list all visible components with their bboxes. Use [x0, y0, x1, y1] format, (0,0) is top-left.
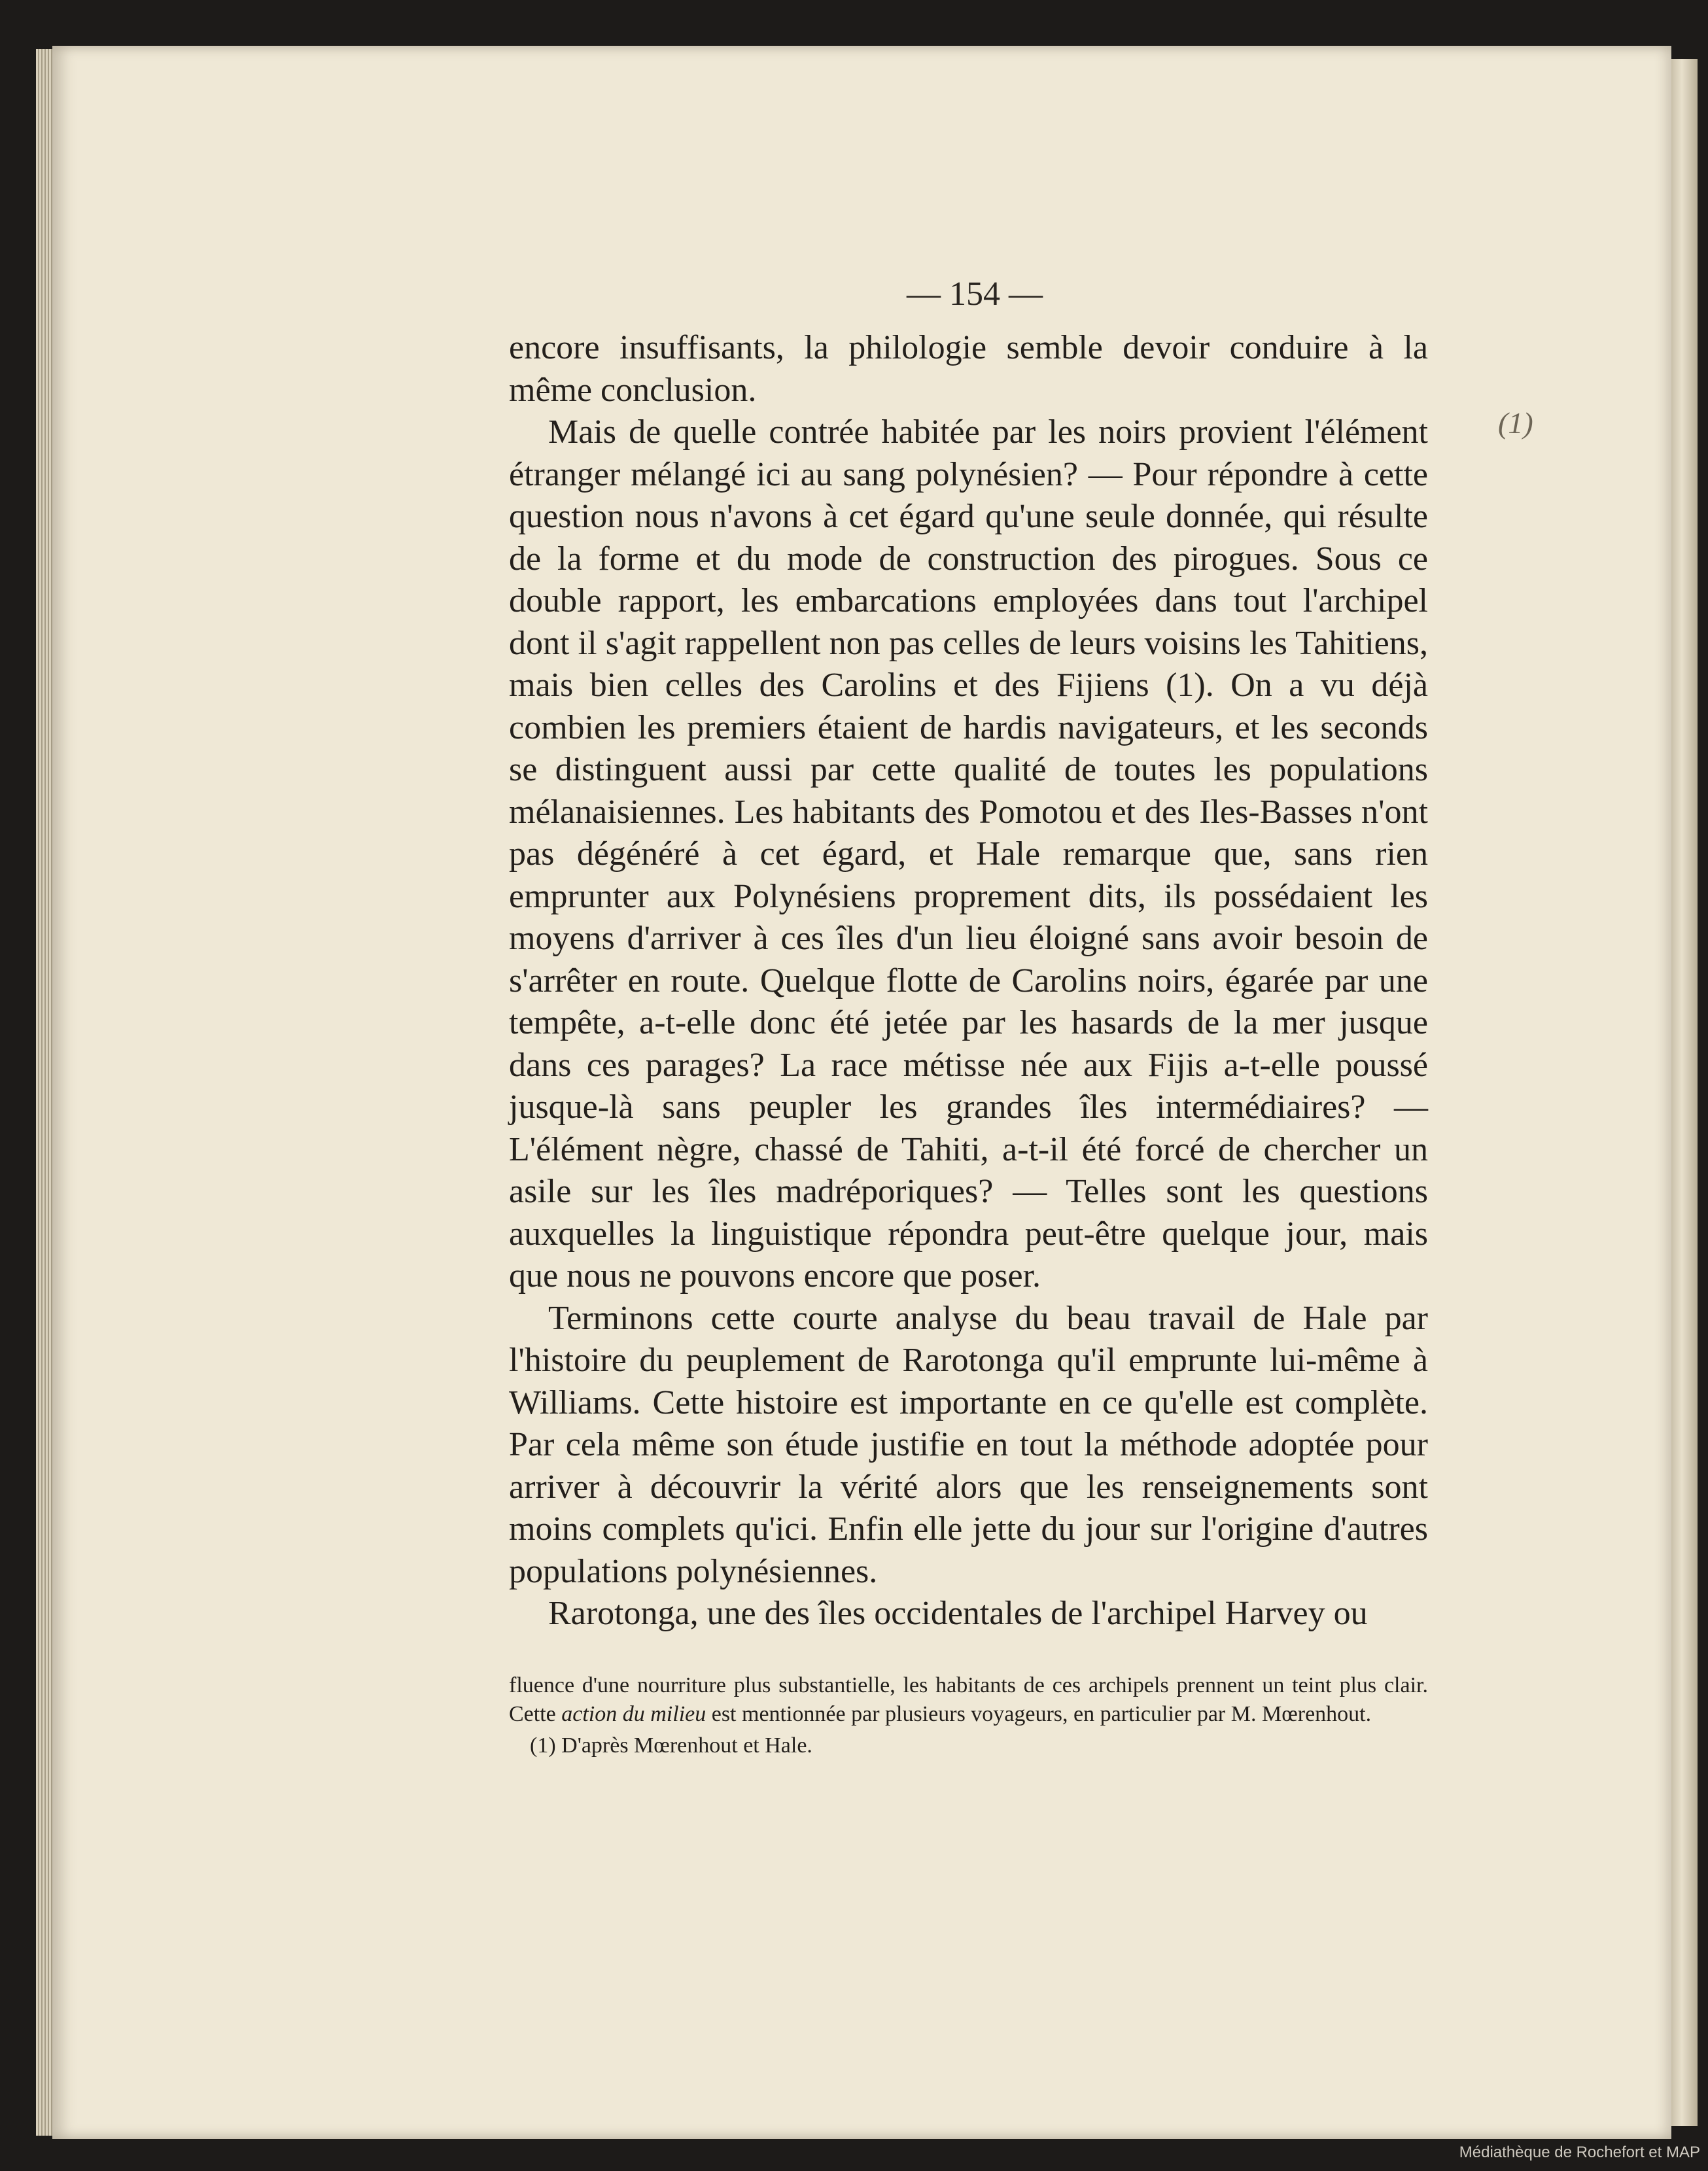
paragraph: Rarotonga, une des îles occidentales de l'archipel Harvey ou — [548, 1595, 1368, 1632]
footnote-1: (1) D'après Mœrenhout et Hale. — [530, 1733, 812, 1758]
footnote-continuation — [509, 1671, 1428, 1729]
library-credit: Médiathèque de Rochefort et MAP — [1459, 2144, 1700, 2161]
paragraph: Mais de quelle contrée habitée par les noirs provient l'élément étranger mélangé ici au sang polynésien? — Pour répondre à cette question nous n'avons à cet égard qu'une seule donnée, qui résulte de la forme et du mode de construction des pirogues. Sous ce double rapport, les embarcations employées dans tout l'archipel dont il s'agit rappellent non pas celles de leurs voisins les Tahitiens, mais bien celles des Carolins et des Fijiens (1). On a vu déjà combien les premiers étaient de hardis navigateurs, et les seconds se distinguent aussi par cette qualité de toutes les populations mélanaisiennes. Les habitants des Pomotou et des Iles-Basses n'ont pas dégénéré à cet égard, et Hale remarque que, sans rien emprunter aux Polynésiens proprement dits, ils possédaient les moyens d'arriver à ces îles d'un lieu éloigné sans avoir besoin de s'arrêter en route. Quelque flotte de Carolins noirs, égarée par une tempête, a-t-elle donc été jetée par les hasards de la mer jusque dans ces parages? La race métisse née aux Fijis a-t-elle poussé jusque-là sans peupler les grandes îles intermédiaires? — L'élément nègre, chassé de Tahiti, a-t-il été forcé de chercher un asile sur les îles madréporiques? — Telles sont les questions auxquelles la linguistique répondra peut-être quelque jour, mais que nous ne pouvons encore que poser. — [509, 413, 1428, 1294]
footnote-emphasis: action du milieu — [561, 1702, 706, 1726]
main-text — [509, 327, 1428, 1635]
paragraph: encore insuffisants, la philologie semble devoir conduire à la même conclusion. — [509, 329, 1428, 409]
page-stack-right-edge — [1671, 59, 1698, 2126]
footnote-text: est mentionnée par plusieurs voyageurs, en particulier par M. Mœrenhout. — [706, 1702, 1372, 1726]
page-number: — 154 — — [907, 275, 1043, 313]
footnote-text: fluence d'une nourriture plus substantielle, les habitants de ces archipels prennent un teint plus clair. Cette — [509, 1673, 1428, 1726]
margin-annotation: (1) — [1498, 406, 1533, 440]
footnotes — [509, 1671, 1428, 1760]
paragraph: Terminons cette courte analyse du beau travail de Hale par l'histoire du peuplement de Rarotonga qu'il emprunte lui-même à Williams. Cette histoire est importante en ce qu'elle est complète. Par cela même son étude justifie en tout la méthode adoptée pour arriver à découvrir la vérité alors que les renseignements sont moins complets qu'ici. Enfin elle jette du jour sur l'origine d'autres populations polynésiennes. — [509, 1299, 1428, 1590]
